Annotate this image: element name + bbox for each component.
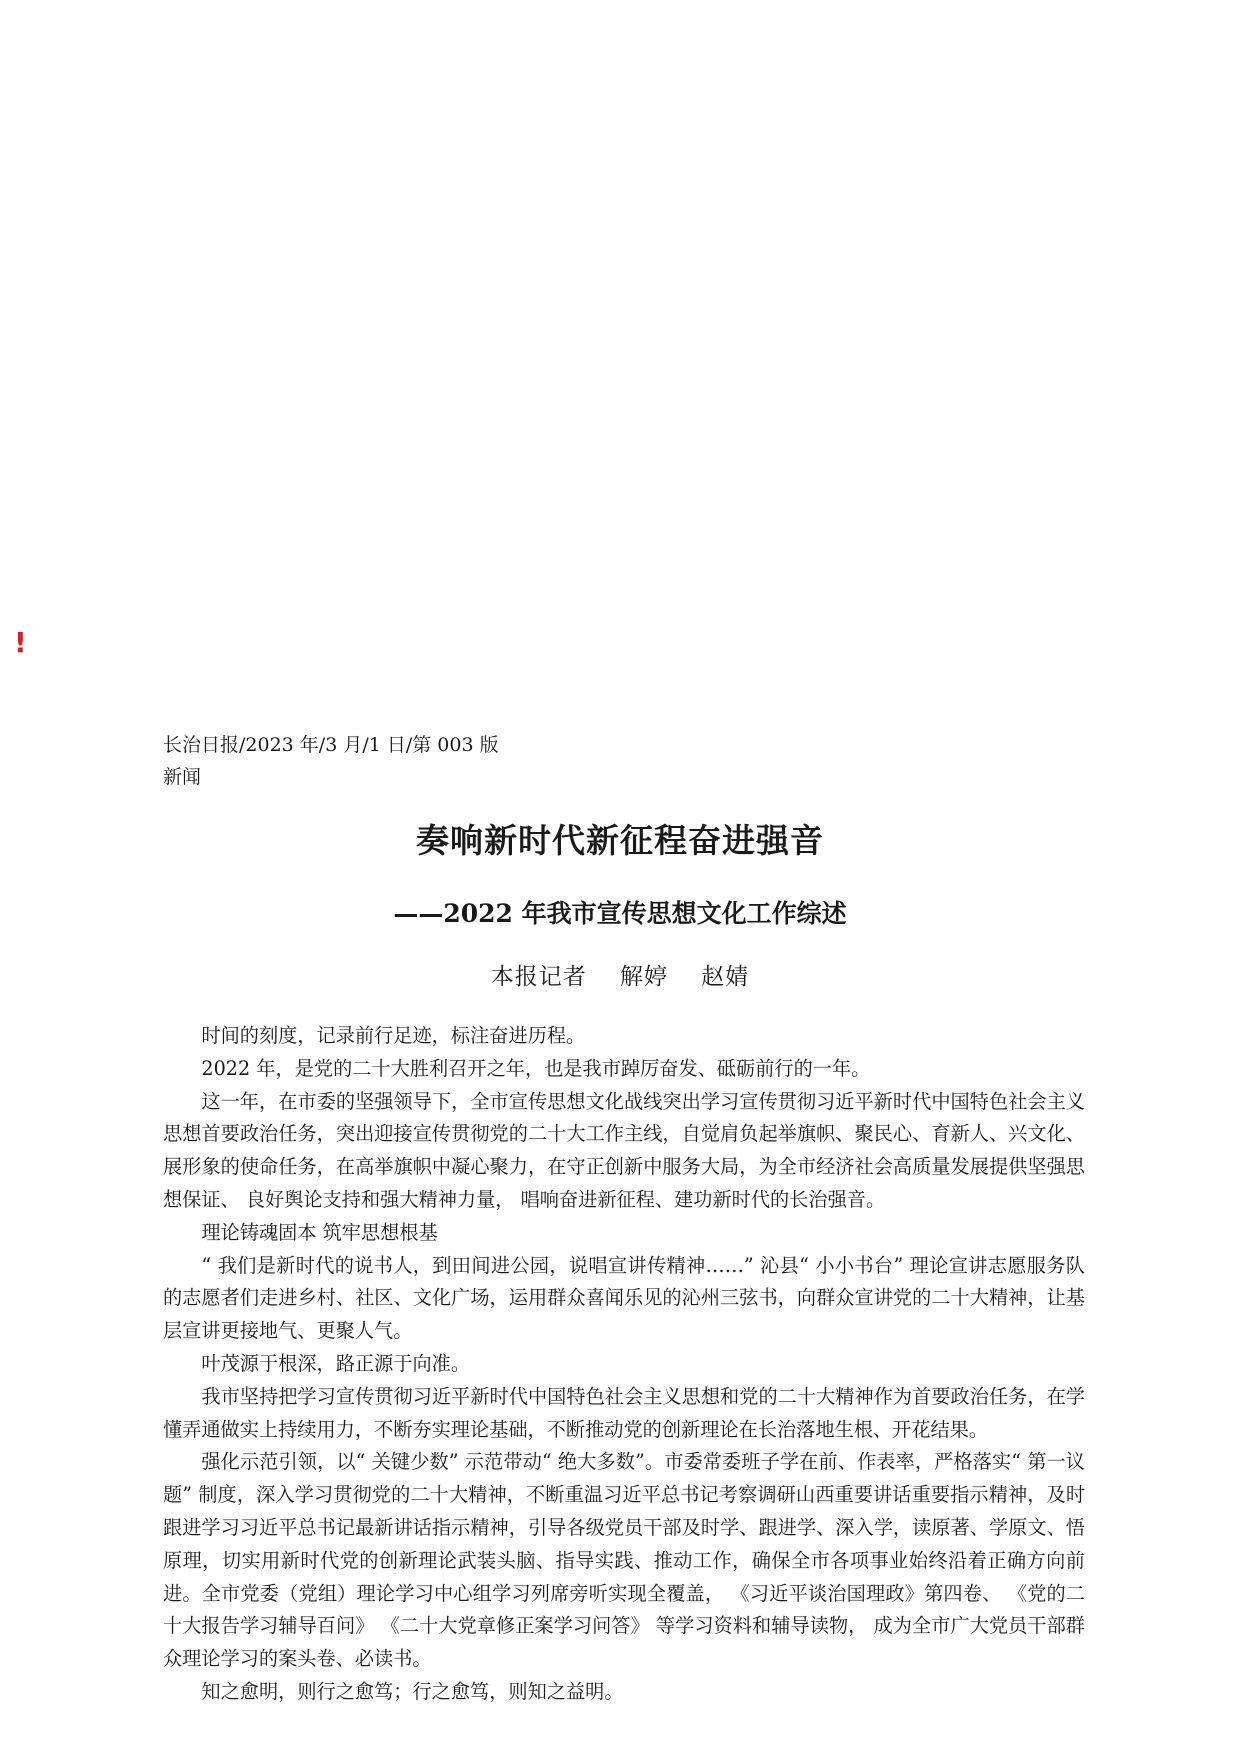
paragraph: 我市坚持把学习宣传贯彻习近平新时代中国特色社会主义思想和党的二十大精神作为首要政治任务，在学懂弄通做实上持续用力，不断夯实理论基础，不断推动党的创新理论在长治落地生根、开花结果。 bbox=[163, 1384, 1085, 1441]
paragraph: 知之愈明，则行之愈笃；行之愈笃，则知之益明。 bbox=[201, 1679, 624, 1703]
article-subtitle: ——2022 年我市宣传思想文化工作综述 bbox=[393, 899, 847, 928]
article-body bbox=[163, 1020, 1085, 1709]
paragraph: 2022 年，是党的二十大胜利召开之年，也是我市踔厉奋发、砥砺前行的一年。 bbox=[201, 1056, 871, 1080]
byline: 本报记者 解婷 赵婧 bbox=[490, 964, 750, 990]
paragraph: 时间的刻度，记录前行足迹，标注奋进历程。 bbox=[201, 1024, 586, 1047]
paragraph: 强化示范引领，以“ 关键少数” 示范带动“ 绝大多数”。市委常委班子学在前、作表率，严格落实“ 第一议题” 制度，深入学习贯彻党的二十大精神，不断重温习近平总书记考察调研山西重要讲话重要指示精神，及时跟进学习习近平总书记最新讲话指示精神，引导各级党员干部及时学、跟进学、深入学，读原著、学原文、悟原理，切实用新时代党的创新理论武装头脑、指导实践、推动工作，确保全市各项事业始终沿着正确方向前进。全市党委（党组）理论学习中心组学习列席旁听实现全覆盖， 《习近平谈治国理政》第四卷、 《党的二十大报告学习辅导百问》 《二十大党章修正案学习问答》 等学习资料和辅导读物， 成为全市广大党员干部群众理论学习的案头卷、必读书。 bbox=[163, 1450, 1085, 1671]
paragraph: 叶茂源于根深，路正源于向准。 bbox=[201, 1351, 471, 1375]
section-heading: 理论铸魂固本 筑牢思想根基 bbox=[201, 1220, 438, 1244]
article-title: 奏响新时代新征程奋进强音 bbox=[416, 821, 824, 860]
source-line: 长治日报/2023 年/3 月/1 日/第 003 版新闻 bbox=[163, 734, 499, 788]
paragraph: 这一年，在市委的坚强领导下，全市宣传思想文化战线突出学习宣传贯彻习近平新时代中国特色社会主义思想首要政治任务，突出迎接宣传贯彻党的二十大工作主线，自觉肩负起举旗帜、聚民心、育新人、兴文化、展形象的使命任务，在高举旗帜中凝心聚力，在守正创新中服务大局，为全市经济社会高质量发展提供坚强思想保证、 良好舆论支持和强大精神力量， 唱响奋进新征程、建功新时代的长治强音。 bbox=[163, 1089, 1085, 1211]
paragraph: “ 我们是新时代的说书人，到田间进公园，说唱宣讲传精神……” 沁县“ 小小书台” 理论宣讲志愿服务队的志愿者们走进乡村、社区、文化广场，运用群众喜闻乐见的沁州三弦书，向群众宣讲党的二十大精神，让基层宣讲更接地气、更聚人气。 bbox=[163, 1253, 1085, 1343]
exclamation-mark-icon: ! bbox=[14, 626, 27, 659]
